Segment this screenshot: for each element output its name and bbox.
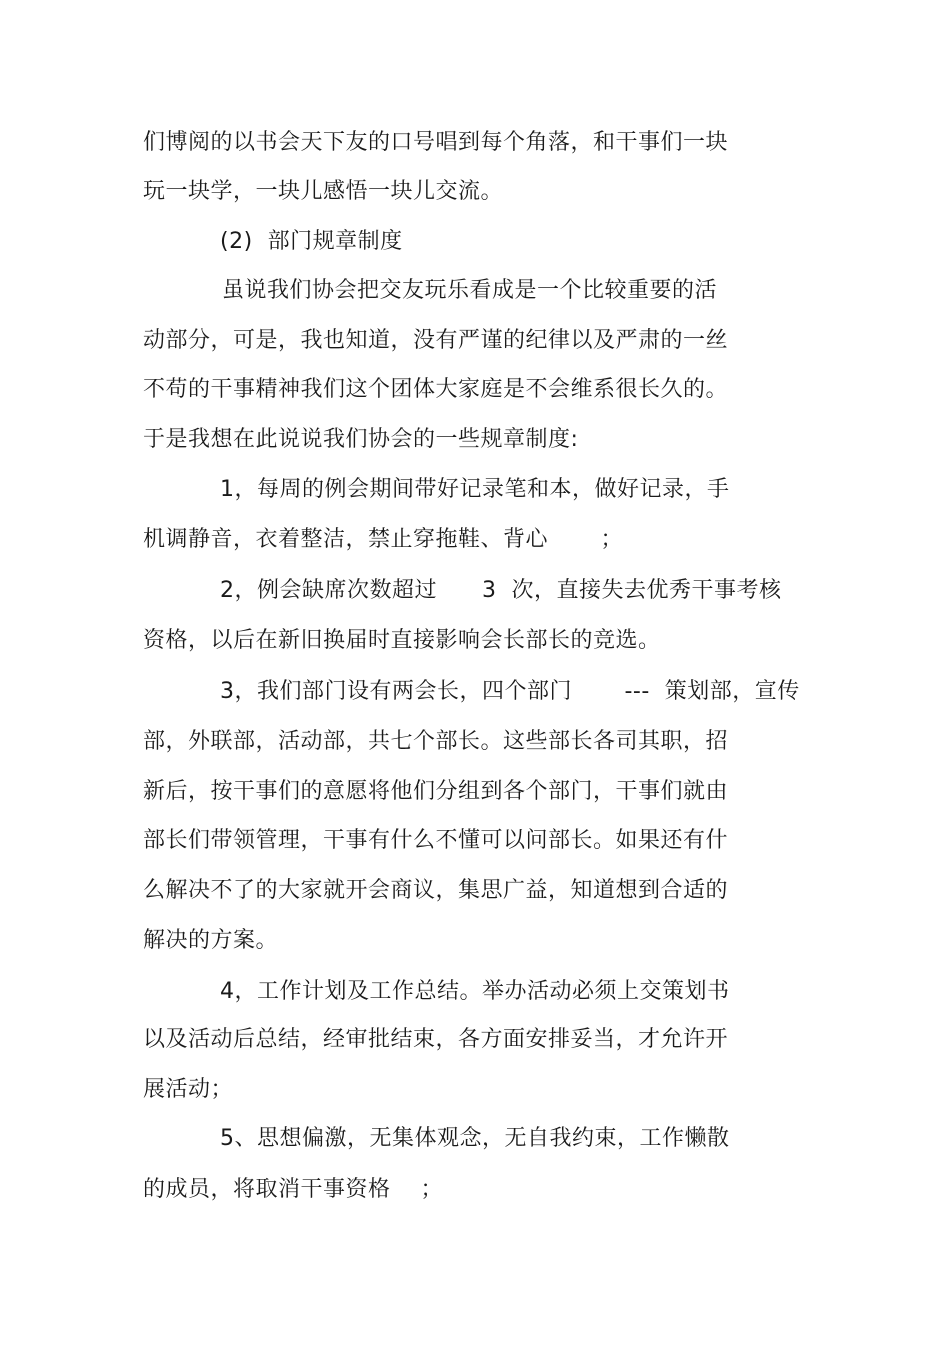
list-item: 5、思想偏激，无集体观念，无自我约束，工作懒散 — [220, 1126, 730, 1151]
text-line: 解决的方案。 — [143, 928, 279, 953]
list-item: 2，例会缺席次数超过 3 次，直接失去优秀干事考核 — [220, 578, 782, 603]
section-heading: (2) 部门规章制度 — [220, 229, 403, 254]
text-line: 虽说我们协会把交友玩乐看成是一个比较重要的活 — [222, 278, 718, 303]
list-item: 1，每周的例会期间带好记录笔和本，做好记录，手 — [220, 477, 730, 502]
text-line: 动部分，可是，我也知道，没有严谨的纪律以及严肃的一丝 — [143, 328, 729, 353]
text-line: 以及活动后总结，经审批结束，各方面安排妥当，才允许开 — [143, 1027, 729, 1052]
text-line: 部长们带领管理，干事有什么不懂可以问部长。如果还有什 — [143, 828, 729, 853]
text-line: 部，外联部，活动部，共七个部长。这些部长各司其职，招 — [143, 729, 729, 754]
text-line: 机调静音，衣着整洁，禁止穿拖鞋、背心 ； — [143, 527, 623, 552]
text-line: 不苟的干事精神我们这个团体大家庭是不会维系很长久的。 — [143, 377, 729, 402]
text-line: 么解决不了的大家就开会商议，集思广益，知道想到合适的 — [143, 878, 729, 903]
text-line: 们博阅的以书会天下友的口号唱到每个角落，和干事们一块 — [143, 130, 729, 155]
text-line: 的成员，将取消干事资格 ； — [143, 1177, 443, 1202]
text-line: 展活动； — [143, 1077, 234, 1102]
list-item: 3，我们部门设有两会长，四个部门 --- 策划部，宣传 — [220, 679, 800, 704]
text-line: 于是我想在此说说我们协会的一些规章制度: — [143, 427, 579, 452]
text-line: 玩一块学，一块儿感悟一块儿交流。 — [143, 179, 504, 204]
list-item: 4，工作计划及工作总结。举办活动必须上交策划书 — [220, 979, 730, 1004]
text-line: 新后，按干事们的意愿将他们分组到各个部门，干事们就由 — [143, 779, 729, 804]
text-line: 资格，以后在新旧换届时直接影响会长部长的竞选。 — [143, 628, 661, 653]
